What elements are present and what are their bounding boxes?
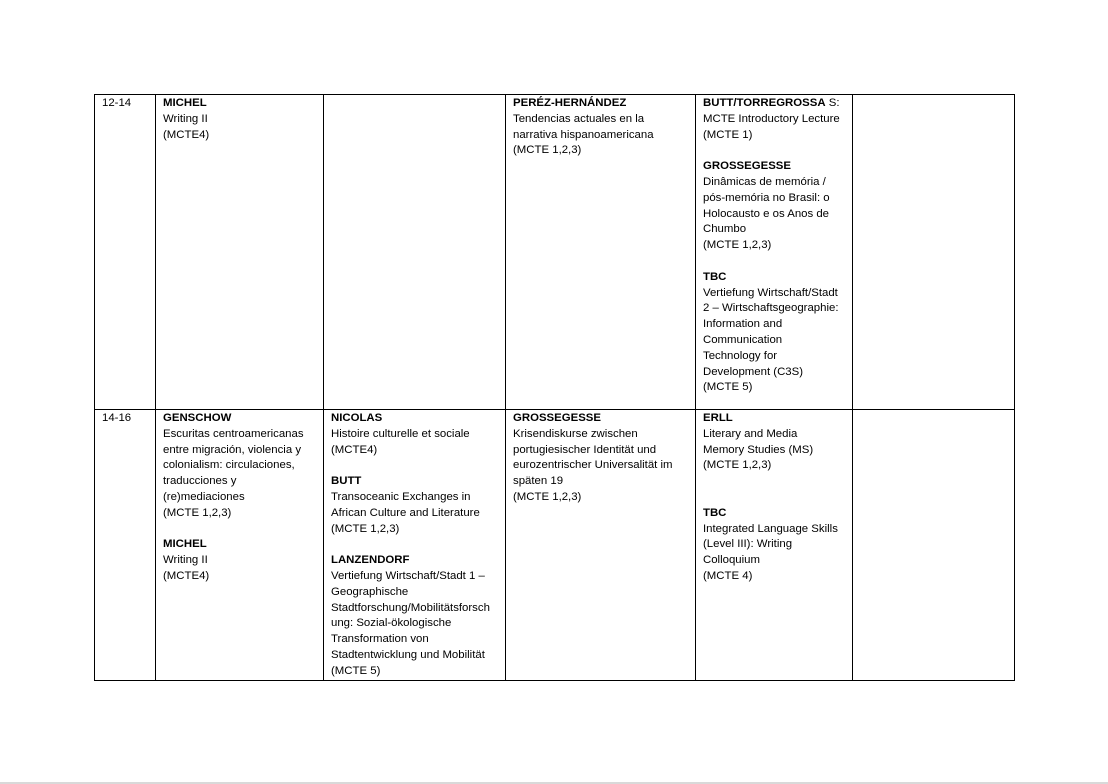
course-entry	[163, 96, 316, 143]
course-line: narrativa hispanoamericana	[513, 128, 654, 141]
course-line: MCTE Introductory Lecture	[703, 112, 840, 125]
course-line: colonialism: circulaciones,	[163, 459, 295, 472]
course-line: (MCTE 4)	[703, 569, 753, 582]
course-line: Stadtentwicklung und Mobilität	[331, 648, 485, 661]
course-line: Development (C3S)	[703, 365, 804, 378]
course-entry	[331, 411, 498, 458]
course-line: traducciones y	[163, 475, 237, 488]
lecturer-name: MICHEL	[163, 97, 207, 109]
course-cell	[853, 95, 1015, 410]
course-line: (MCTE 1,2,3)	[703, 239, 772, 252]
lecturer-name: GROSSEGESSE	[703, 160, 791, 173]
course-line: Information and	[703, 318, 783, 331]
lecturer-name: PERÉZ-HERNÁNDEZ	[513, 97, 627, 109]
course-cell	[156, 410, 324, 681]
lecturer-name: BUTT/TORREGROSSA	[703, 97, 826, 109]
course-line: Integrated Language Skills	[703, 522, 838, 535]
course-line: Communication	[703, 333, 783, 346]
course-line: späten 19	[513, 475, 564, 488]
course-line: Memory Studies (MS)	[703, 443, 814, 456]
course-line: Stadtforschung/Mobilitätsforsch	[331, 601, 490, 614]
course-cell	[853, 410, 1015, 681]
course-entry	[703, 506, 845, 585]
course-entry	[331, 474, 498, 537]
table-row	[95, 410, 1015, 681]
course-cell	[506, 95, 696, 410]
lecturer-name: LANZENDORF	[331, 554, 410, 567]
course-line: (MCTE 5)	[331, 664, 381, 677]
course-line: (re)mediaciones	[163, 490, 245, 503]
course-line: eurozentrischer Universalität im	[513, 459, 673, 472]
time-slot-cell	[95, 95, 156, 410]
course-line: (MCTE 1,2,3)	[331, 522, 400, 535]
lecturer-name: GENSCHOW	[163, 412, 232, 424]
course-line: (MCTE4)	[163, 569, 210, 582]
course-entry	[163, 537, 316, 584]
course-line: (MCTE 5)	[703, 381, 753, 394]
course-line: (MCTE 1,2,3)	[513, 144, 582, 157]
course-line: Writing II	[163, 112, 208, 125]
lecturer-name: MICHEL	[163, 538, 207, 551]
course-cell	[696, 410, 853, 681]
course-entry	[703, 411, 845, 474]
lecturer-suffix: S:	[825, 97, 840, 109]
lecturer-name: TBC	[703, 506, 727, 519]
course-cell	[324, 95, 506, 410]
course-line: African Culture and Literature	[331, 506, 480, 519]
course-line: Holocausto e os Anos de	[703, 207, 830, 220]
lecturer-name: ERLL	[703, 412, 733, 424]
course-line: Colloquium	[703, 554, 760, 567]
course-schedule-table	[94, 94, 1015, 681]
course-cell	[324, 410, 506, 681]
course-line: (MCTE 1)	[703, 128, 753, 141]
course-line: entre migración, violencia y	[163, 443, 302, 456]
course-line: Literary and Media	[703, 427, 798, 440]
course-entry	[703, 159, 845, 254]
course-line: Transoceanic Exchanges in	[331, 490, 471, 503]
course-line: Vertiefung Wirtschaft/Stadt 1 –	[331, 569, 485, 582]
course-entry	[513, 96, 688, 159]
course-entry	[331, 553, 498, 679]
course-entry	[513, 411, 688, 506]
course-line: Geographische	[331, 585, 409, 598]
table-row	[95, 95, 1015, 410]
course-line: (MCTE 1,2,3)	[163, 506, 232, 519]
course-line: (Level III): Writing	[703, 538, 793, 551]
lecturer-name: NICOLAS	[331, 412, 383, 424]
lecturer-name: GROSSEGESSE	[513, 412, 601, 424]
lecturer-name: BUTT	[331, 475, 362, 488]
course-line: 2 – Wirtschaftsgeographie:	[703, 302, 839, 315]
course-cell	[696, 95, 853, 410]
course-line: (MCTE 1,2,3)	[513, 490, 582, 503]
course-entry	[703, 96, 845, 143]
course-line: Transformation von	[331, 633, 429, 646]
time-slot: 14-16	[102, 412, 132, 424]
course-line: Technology for	[703, 349, 778, 362]
course-entry	[163, 411, 316, 522]
lecturer-name: TBC	[703, 270, 727, 283]
course-line: Krisendiskurse zwischen	[513, 427, 638, 440]
course-cell	[506, 410, 696, 681]
time-slot-cell	[95, 410, 156, 681]
course-line: (MCTE4)	[331, 443, 378, 456]
course-line: (MCTE4)	[163, 128, 210, 141]
course-line: Writing II	[163, 554, 208, 567]
course-line: Histoire culturelle et sociale	[331, 427, 470, 440]
time-slot: 12-14	[102, 97, 132, 109]
course-line: Tendencias actuales en la	[513, 112, 645, 125]
course-line: Dinâmicas de memória /	[703, 175, 826, 188]
course-cell	[156, 95, 324, 410]
course-line: pós-memória no Brasil: o	[703, 191, 830, 204]
course-line: ung: Sozial-ökologische	[331, 617, 452, 630]
course-line: Chumbo	[703, 223, 747, 236]
course-entry	[703, 270, 845, 396]
course-line: (MCTE 1,2,3)	[703, 459, 772, 472]
course-line: Vertiefung Wirtschaft/Stadt	[703, 286, 838, 299]
course-line: Escuritas centroamericanas	[163, 427, 304, 440]
course-line: portugiesischer Identität und	[513, 443, 657, 456]
